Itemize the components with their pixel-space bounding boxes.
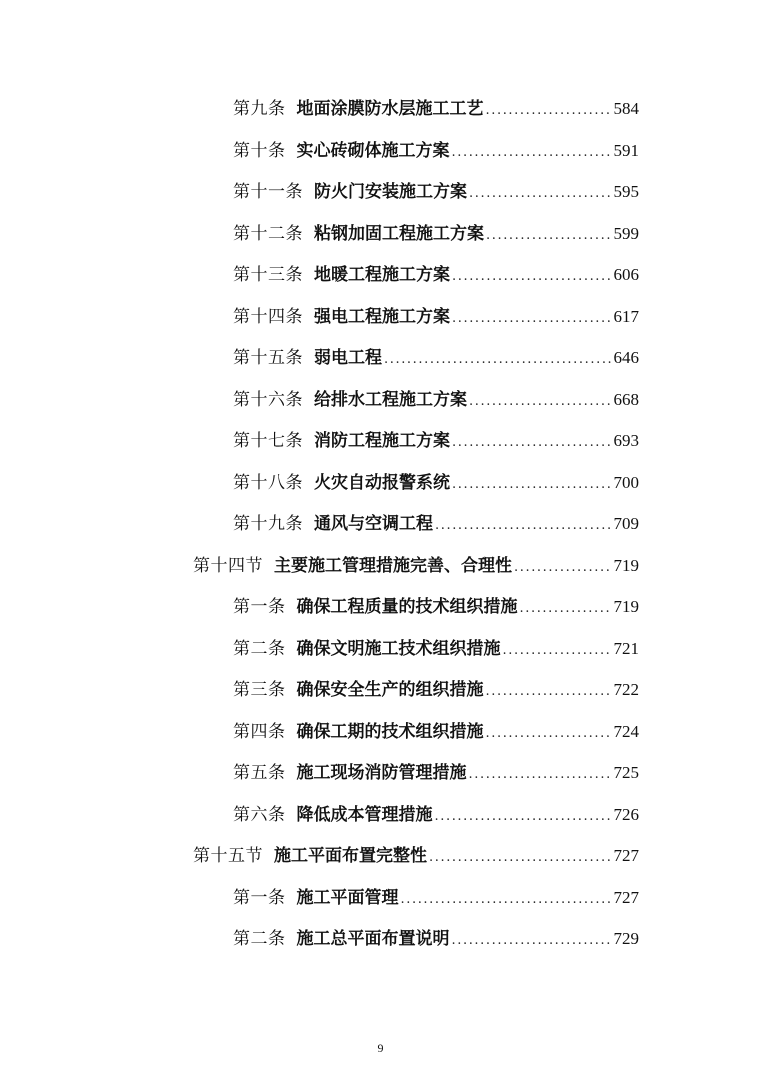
toc-entry-number: 第十条 [233,140,286,161]
toc-entry[interactable] [0,798,761,840]
page-number: 9 [377,1041,384,1055]
toc-entry-number: 第十四条 [233,306,303,327]
toc-entry-page: 584 [613,99,639,118]
toc-entry-page: 606 [613,265,639,284]
toc-entry-number: 第十二条 [233,223,303,244]
toc-dot-leader [401,883,612,917]
toc-entry-page: 595 [613,182,639,201]
toc-entry-title: 施工总平面布置说明 [296,929,450,949]
toc-dot-leader [486,219,612,253]
toc-entry-title: 实心砖砌体施工方案 [296,140,450,161]
toc-entry[interactable] [0,632,761,674]
toc-entry-page: 693 [613,431,639,450]
toc-entry[interactable] [0,881,761,923]
toc-dot-leader [486,675,612,709]
toc-entry-title: 施工平面布置完整性 [274,846,427,866]
toc-entry-page: 668 [613,389,639,409]
toc-entry-title: 地暖工程施工方案 [314,265,450,285]
toc-entry-title: 施工现场消防管理措施 [296,763,467,783]
toc-entry-page: 709 [613,514,639,533]
toc-dot-leader [429,841,612,875]
toc-entry[interactable] [0,466,761,508]
toc-entry[interactable] [0,715,761,757]
toc-entry[interactable] [0,590,761,632]
toc-entry-number: 第十八条 [233,472,303,493]
toc-entry-page: 617 [613,306,639,326]
toc-entry-number: 第十九条 [233,514,303,534]
toc-entry-number: 第十五条 [233,348,303,368]
toc-entry-number: 第六条 [233,804,286,825]
toc-entry[interactable] [0,341,761,383]
toc-entry-number: 第四条 [233,721,286,742]
toc-entry[interactable] [0,756,761,798]
toc-dot-leader [486,94,612,128]
toc-dot-leader [452,924,612,958]
toc-entry-page: 727 [613,846,639,865]
toc-entry-page: 646 [613,348,639,367]
toc-dot-leader [384,343,612,377]
toc-dot-leader [452,468,612,502]
toc-entry[interactable] [0,258,761,300]
toc-dot-leader [469,177,612,211]
toc-entry-title: 防火门安装施工方案 [314,182,467,202]
toc-entry-number: 第十六条 [233,389,303,410]
toc-dot-leader [503,634,612,668]
toc-entry-title: 确保文明施工技术组织措施 [296,638,501,659]
toc-entry-title: 给排水工程施工方案 [314,389,467,410]
toc-entry-title: 施工平面管理 [296,887,399,908]
toc-dot-leader [435,509,612,543]
toc-entry-title: 确保工程质量的技术组织措施 [296,597,518,617]
toc-entry-page: 721 [613,638,639,658]
toc-dot-leader [514,551,612,585]
toc-entry-number: 第一条 [233,887,286,908]
toc-entry-number: 第十三条 [233,265,303,285]
toc-section-entry[interactable] [0,549,761,591]
toc-dot-leader [452,136,612,170]
toc-entry-title: 降低成本管理措施 [296,804,433,825]
toc-dot-leader [469,385,612,419]
toc-entry-page: 591 [613,140,639,160]
toc-section-entry[interactable] [0,839,761,881]
toc-entry-page: 719 [613,555,639,575]
toc-entry-number: 第十一条 [233,182,303,202]
table-of-contents [0,92,761,964]
toc-entry-page: 726 [613,804,639,824]
toc-entry-page: 719 [613,597,639,616]
toc-entry-title: 粘钢加固工程施工方案 [314,223,484,244]
toc-dot-leader [486,717,612,751]
toc-entry-page: 700 [613,472,639,492]
toc-entry-number: 第五条 [233,763,286,783]
toc-entry-number: 第三条 [233,680,286,700]
toc-entry[interactable] [0,673,761,715]
toc-entry-number: 第九条 [233,99,286,119]
toc-dot-leader [452,260,612,294]
toc-entry-title: 消防工程施工方案 [314,431,450,451]
toc-entry-title: 弱电工程 [314,348,382,368]
toc-entry-title: 地面涂膜防水层施工工艺 [296,99,484,119]
toc-entry-number: 第二条 [233,929,286,949]
toc-entry[interactable] [0,92,761,134]
toc-entry-number: 第二条 [233,638,286,659]
toc-entry-page: 729 [613,929,639,948]
toc-entry[interactable] [0,383,761,425]
toc-dot-leader [435,800,612,834]
toc-dot-leader [520,592,612,626]
toc-entry[interactable] [0,175,761,217]
toc-entry[interactable] [0,507,761,549]
toc-dot-leader [469,758,612,792]
toc-entry-number: 第十七条 [233,431,303,451]
toc-entry-number: 第十五节 [193,846,263,866]
toc-entry[interactable] [0,217,761,259]
toc-entry-page: 599 [613,223,639,243]
toc-dot-leader [452,302,612,336]
toc-entry-title: 主要施工管理措施完善、合理性 [274,555,512,576]
toc-entry-title: 确保工期的技术组织措施 [296,721,484,742]
toc-entry-title: 通风与空调工程 [314,514,433,534]
toc-entry[interactable] [0,300,761,342]
toc-entry-page: 725 [613,763,639,782]
toc-dot-leader [452,426,612,460]
toc-entry-number: 第十四节 [193,555,263,576]
toc-entry-page: 727 [613,887,639,907]
toc-entry[interactable] [0,424,761,466]
toc-entry-title: 确保安全生产的组织措施 [296,680,484,700]
toc-entry-title: 强电工程施工方案 [314,306,450,327]
toc-entry-title: 火灾自动报警系统 [314,472,450,493]
toc-entry-page: 724 [613,721,639,741]
toc-entry[interactable] [0,922,761,964]
toc-entry-page: 722 [613,680,639,699]
toc-entry[interactable] [0,134,761,176]
toc-entry-number: 第一条 [233,597,286,617]
